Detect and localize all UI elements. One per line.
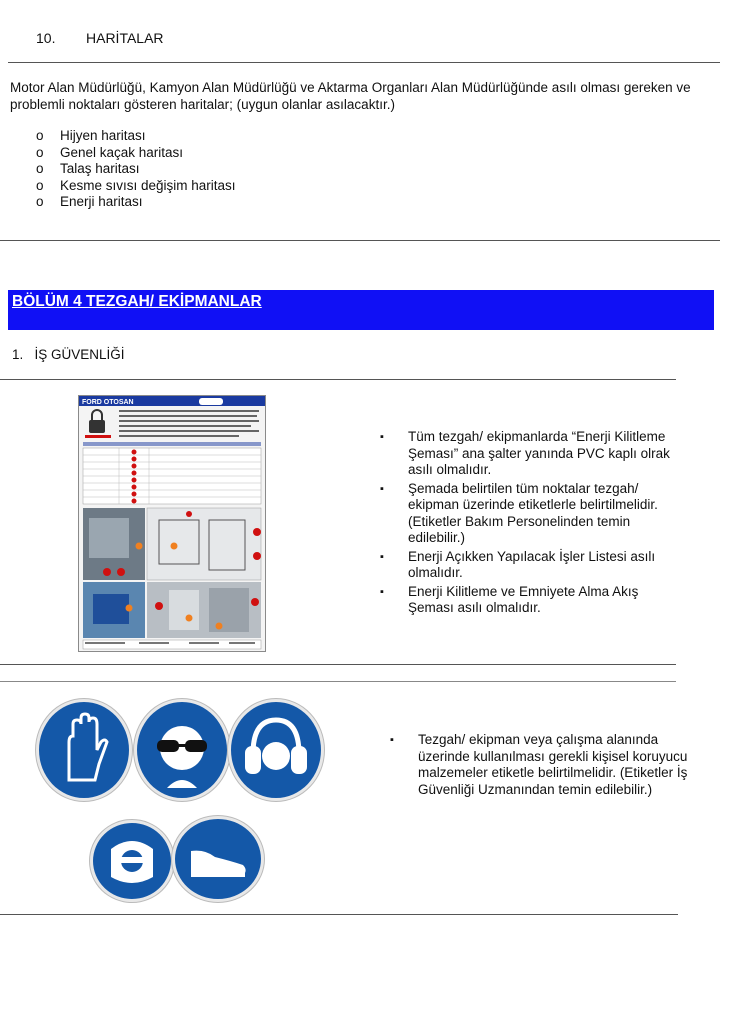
maps-list [36, 128, 236, 211]
list-item: o Talaş haritası [36, 161, 140, 176]
poster-image [79, 396, 265, 651]
list-item: o Hijyen haritası [36, 128, 146, 143]
face-shield-icon [90, 820, 174, 902]
section-title: HARİTALAR [86, 30, 164, 46]
gloves-icon [36, 699, 132, 801]
ear-protection-icon [228, 699, 324, 801]
list-item: ▪ Şemada belirtilen tüm noktalar tezgah/ ekipman üzerinde etiketlerle belirtilmelidir. (Etiketler Bakım Personelinden temin edilebilir.) [380, 481, 680, 547]
divider [0, 681, 676, 682]
safety-shoe-icon [172, 816, 264, 902]
list-item: o Enerji haritası [36, 194, 143, 209]
section-heading [36, 30, 164, 46]
divider [0, 379, 676, 380]
list-item: ▪ Enerji Açıkken Yapılacak İşler Listesi asılı olmalıdır. [380, 549, 680, 582]
list-item: o Kesme sıvısı değişim haritası [36, 177, 236, 193]
intro-paragraph: Motor Alan Müdürlüğü, Kamyon Alan Müdürlüğü ve Aktarma Organları Alan Müdürlüğünde asılı olması gereken ve problemli noktaları gösteren haritalar; (uygun olanlar asılacaktır.) [10, 80, 691, 112]
ppe-bullets [390, 732, 690, 800]
subsection-title: İŞ GÜVENLİĞİ [34, 347, 125, 362]
subsection-number: 1. [12, 347, 24, 362]
divider [0, 914, 678, 915]
list-item: o Genel kaçak haritası [36, 144, 184, 160]
goggles-icon [134, 699, 230, 801]
divider [0, 664, 676, 665]
subsection-heading [12, 347, 125, 362]
padlock-icon [89, 410, 105, 433]
machine-photos [83, 508, 261, 638]
list-item: ▪ Tezgah/ ekipman veya çalışma alanında üzerinde kullanılması gerekli kişisel koruyucu malzemeler etiketle belirtilmelidir. (Etiketler İş Güvenliği Uzmanından temin edilebilir.) [390, 732, 690, 798]
divider [8, 62, 720, 63]
list-item: ▪ Enerji Kilitleme ve Emniyete Alma Akış Şeması asılı olmalıdır. [380, 584, 680, 617]
poster-brand: FORD OTOSAN [82, 399, 134, 406]
safety-bullets [380, 429, 680, 619]
energy-lockout-poster [78, 395, 266, 652]
section-number: 10. [36, 30, 56, 46]
chapter-title: BÖLÜM 4 TEZGAH/ EKİPMANLAR [12, 293, 262, 310]
divider [0, 240, 720, 241]
lockout-table [83, 448, 261, 504]
list-item: ▪ Tüm tezgah/ ekipmanlarda “Enerji Kilitleme Şeması” ana şalter yanında PVC kaplı olrak asılı olmalıdır. [380, 429, 680, 479]
chapter-banner [8, 290, 714, 330]
